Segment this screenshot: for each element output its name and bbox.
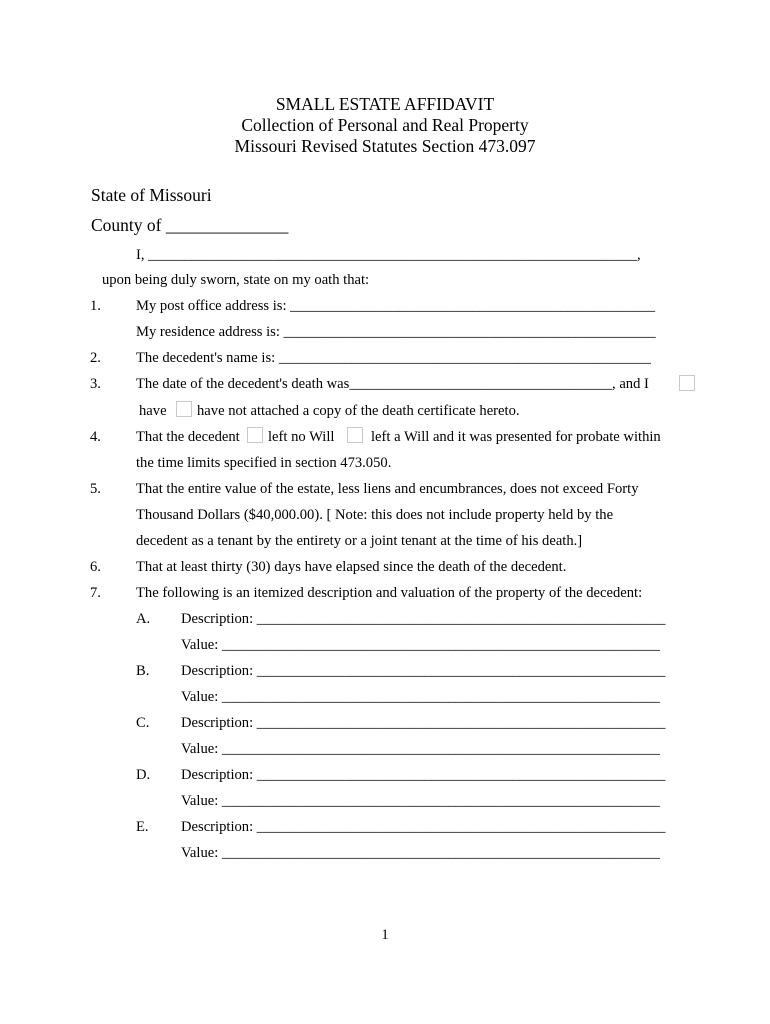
thirty-days-statement: That at least thirty (30) days have elapsed since the death of the decedent. [136,559,567,575]
property-description-field[interactable]: Description: ________________________________________________________ [181,663,666,679]
post-office-address-field[interactable]: My post office address is: __________________________________________________ [136,298,656,314]
affiant-name-line[interactable]: I, ___________________________________________________________________, [136,247,641,263]
document-subtitle: Collection of Personal and Real Property [241,115,529,135]
oath-statement: upon being duly sworn, state on my oath that: [102,272,370,288]
property-value-field[interactable]: Value: ____________________________________________________________ [181,845,660,861]
property-value-field[interactable]: Value: ____________________________________________________________ [181,741,660,757]
page-number: 1 [381,927,389,943]
estate-value-text: That the entire value of the estate, less liens and encumbrances, does not exceed Forty [136,481,639,497]
property-letter: B. [136,663,150,679]
property-value-field[interactable]: Value: ____________________________________________________________ [181,793,660,809]
left-will-label: left a Will and it was presented for probate within [371,429,661,445]
item-number: 2. [90,350,101,366]
estate-value-text: decedent as a tenant by the entirety or a joint tenant at the time of his death.] [136,533,583,549]
item-number: 4. [90,429,101,445]
estate-value-text: Thousand Dollars ($40,000.00). [ Note: this does not include property held by the [136,507,614,523]
will-statement-label: That the decedent [136,429,240,445]
will-time-limits-text: the time limits specified in section 473.050. [136,455,392,471]
property-value-field[interactable]: Value: ____________________________________________________________ [181,637,660,653]
property-letter: E. [136,819,149,835]
property-description-field[interactable]: Description: ________________________________________________________ [181,611,666,627]
property-description-field[interactable]: Description: ________________________________________________________ [181,767,666,783]
property-letter: D. [136,767,151,783]
death-date-field[interactable]: The date of the decedent's death was____________________________________, and I [136,376,649,392]
document-title: SMALL ESTATE AFFIDAVIT [275,94,495,114]
property-value-field[interactable]: Value: ____________________________________________________________ [181,689,660,705]
county-line[interactable]: County of ______________ [91,215,289,235]
property-letter: C. [136,715,150,731]
have-not-attached-checkbox[interactable] [176,401,192,417]
statute-reference: Missouri Revised Statutes Section 473.097 [234,136,536,156]
property-letter: A. [136,611,151,627]
no-will-checkbox[interactable] [247,427,263,443]
residence-address-field[interactable]: My residence address is: ___________________________________________________ [136,324,656,340]
item-number: 5. [90,481,101,497]
item-number: 1. [90,298,101,314]
have-label: have [139,403,167,419]
property-description-field[interactable]: Description: ________________________________________________________ [181,819,666,835]
left-will-checkbox[interactable] [347,427,363,443]
property-list-intro: The following is an itemized description and valuation of the property of the decedent: [136,585,643,601]
item-number: 3. [90,376,101,392]
have-attached-checkbox[interactable] [679,375,695,391]
item-number: 6. [90,559,101,575]
state-line: State of Missouri [91,185,212,205]
property-description-field[interactable]: Description: ________________________________________________________ [181,715,666,731]
decedent-name-field[interactable]: The decedent's name is: ___________________________________________________ [136,350,651,366]
have-not-label: have not attached a copy of the death certificate hereto. [197,403,520,419]
no-will-label: left no Will [268,429,335,445]
item-number: 7. [90,585,101,601]
